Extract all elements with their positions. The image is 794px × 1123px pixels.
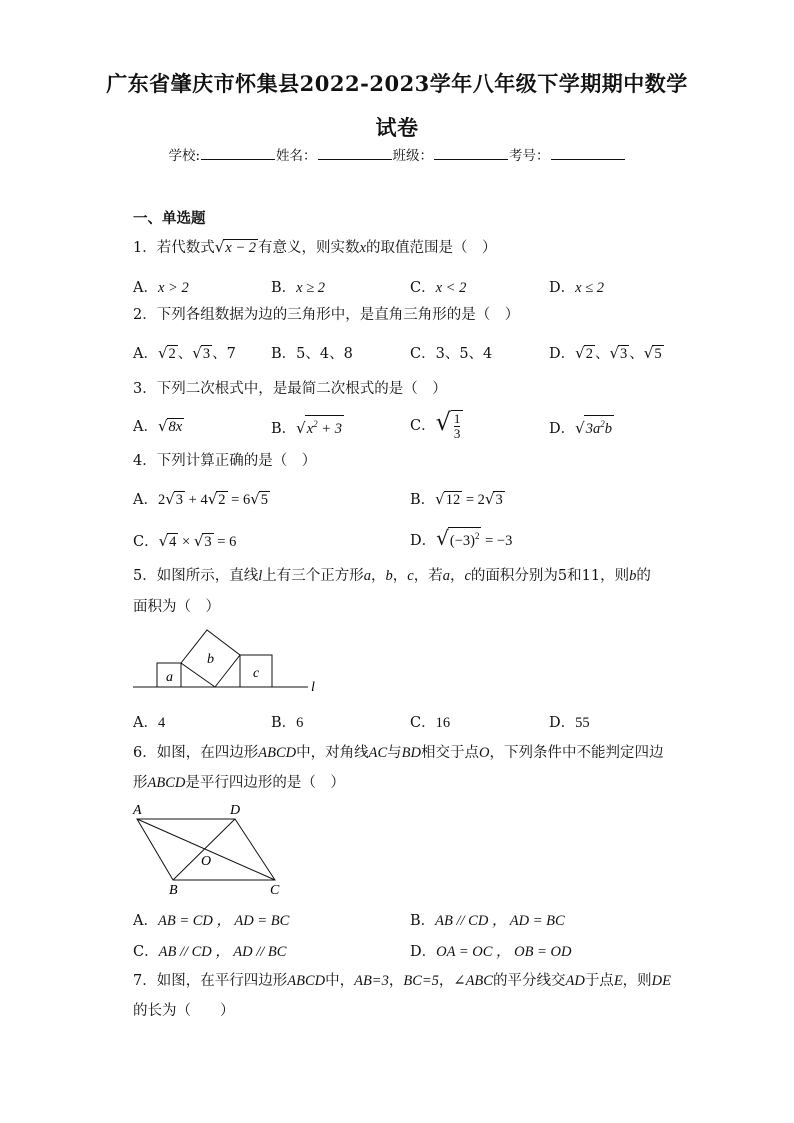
diagonal-bd [173, 819, 235, 880]
sqrt-icon: √ [165, 490, 175, 508]
sqrt-icon: √ [609, 344, 620, 362]
question-1 [133, 236, 673, 260]
q6-option-c[interactable]: C．AB // CD ， AD // BC [133, 944, 287, 960]
exam-no-blank[interactable] [551, 147, 625, 160]
q6-option-d[interactable]: D．OA = OC ， OB = OD [410, 944, 572, 960]
sqrt-icon: √ [435, 408, 451, 436]
q2-option-a[interactable]: A．√2 、√3 、7 [133, 344, 236, 362]
sqrt-icon: √ [214, 238, 225, 256]
q5-option-b[interactable]: B．6 [271, 715, 304, 731]
sqrt-icon: √ [207, 490, 218, 508]
sqrt-icon: √ [296, 418, 306, 437]
name-blank[interactable] [318, 147, 392, 160]
q4-option-a[interactable]: A．2√3 + 4√2 = 6√5 [133, 490, 269, 508]
q1-option-a[interactable]: A．x > 2 [133, 280, 189, 296]
q6-option-a[interactable]: A．AB = CD ， AD = BC [133, 913, 290, 929]
q1-text-c: 的取值范围是（ ） [365, 240, 497, 256]
question-7-line-2: 的长为（ ） [133, 1003, 235, 1019]
title-line-1: 广东省肇庆市怀集县2022-2023学年八年级下学期期中数学 [106, 71, 688, 96]
sqrt-icon: √ [575, 344, 585, 362]
label-C: C [270, 883, 280, 898]
q4-option-c[interactable]: C．√4 × √3 = 6 [133, 532, 237, 550]
class-label: 班级： [392, 148, 434, 164]
class-blank[interactable] [434, 147, 508, 160]
label-l: l [311, 680, 315, 695]
squares-figure [125, 625, 335, 695]
question-6-line-2: 形ABCD是平行四边形的是（ ） [133, 775, 345, 791]
school-blank[interactable] [201, 147, 275, 160]
q4-option-d[interactable]: D．$√(-3)^2 = -3$ [410, 526, 513, 550]
diagonal-ac [137, 819, 275, 880]
q3-option-b[interactable]: B．$√x^2 + 3$ [271, 415, 344, 438]
sqrt-icon: √ [484, 490, 495, 508]
q3-option-a[interactable]: A．√8x [133, 417, 183, 435]
name-label: 姓名： [276, 148, 317, 164]
sqrt-icon: √ [435, 490, 445, 508]
student-info-row [0, 144, 794, 164]
exam-no-label: 考号： [509, 148, 550, 164]
question-7: 7．如图，在平行四边形ABCD中，AB=3，BC=5，∠ABC的平分线交AD于点E，则DE [133, 973, 672, 989]
q1-var: x [359, 240, 366, 256]
q2-option-c[interactable]: C．3、5、4 [410, 346, 493, 362]
label-A: A [133, 803, 142, 818]
sqrt-icon: √ [436, 526, 449, 550]
sqrt-icon: √ [575, 418, 585, 437]
school-label: 学校: [168, 148, 201, 164]
q1-option-b[interactable]: B．x ≥ 2 [271, 280, 326, 296]
label-O: O [201, 854, 212, 869]
question-5-line-2: 面积为（ ） [133, 599, 220, 615]
q2-option-d[interactable]: D．√2 、√3 、√5 [549, 344, 662, 362]
sqrt-icon: √ [158, 532, 169, 550]
question-3: 3．下列二次根式中，是最简二次根式的是（ ） [133, 381, 447, 397]
label-D: D [230, 803, 241, 818]
sqrt-icon: √ [250, 490, 260, 508]
quadrilateral-figure [125, 800, 295, 898]
q1-text-a: 1．若代数式 [133, 240, 215, 256]
q4-option-b[interactable]: B．√12 = 2√3 [410, 490, 503, 508]
label-b: b [207, 652, 214, 667]
q1-option-c[interactable]: C．x < 2 [410, 280, 467, 296]
q5-option-c[interactable]: C．16 [410, 715, 451, 731]
label-B: B [169, 883, 178, 898]
q5-option-a[interactable]: A．4 [133, 715, 166, 731]
q3-option-d[interactable]: D．$√3a^2b$ [549, 415, 614, 438]
question-2: 2．下列各组数据为边的三角形中，是直角三角形的是（ ） [133, 307, 520, 323]
q6-option-b[interactable]: B．AB // CD ， AD = BC [410, 913, 565, 929]
question-4: 4．下列计算正确的是（ ） [133, 453, 317, 469]
q1-text-b: 有意义，则实数 [258, 240, 360, 256]
title-line-2: 试卷 [375, 115, 419, 140]
q1-radicand: x − 2 [225, 240, 257, 256]
question-6: 6．如图，在四边形ABCD中，对角线AC与BD相交于点O，下列条件中不能判定四边 [133, 745, 664, 761]
label-a: a [166, 670, 173, 685]
sqrt-icon: √ [193, 532, 204, 550]
q2-option-b[interactable]: B．5、4、8 [271, 346, 353, 362]
q1-option-d[interactable]: D．x ≤ 2 [549, 280, 605, 296]
question-5: 5．如图所示，直线l上有三个正方形a，b，c，若a，c的面积分别为5和11，则b的 [133, 568, 651, 584]
q3-option-c[interactable]: C．√ $\frac{1}{3}$ [410, 408, 463, 442]
sqrt-icon: √ [157, 344, 168, 362]
sqrt-icon: √ [643, 344, 654, 362]
sqrt-icon: √ [157, 417, 168, 435]
q5-option-d[interactable]: D．55 [549, 715, 590, 731]
sqrt-icon: √ [192, 344, 202, 362]
label-c: c [253, 666, 260, 681]
section-heading: 一、单选题 [133, 210, 206, 227]
